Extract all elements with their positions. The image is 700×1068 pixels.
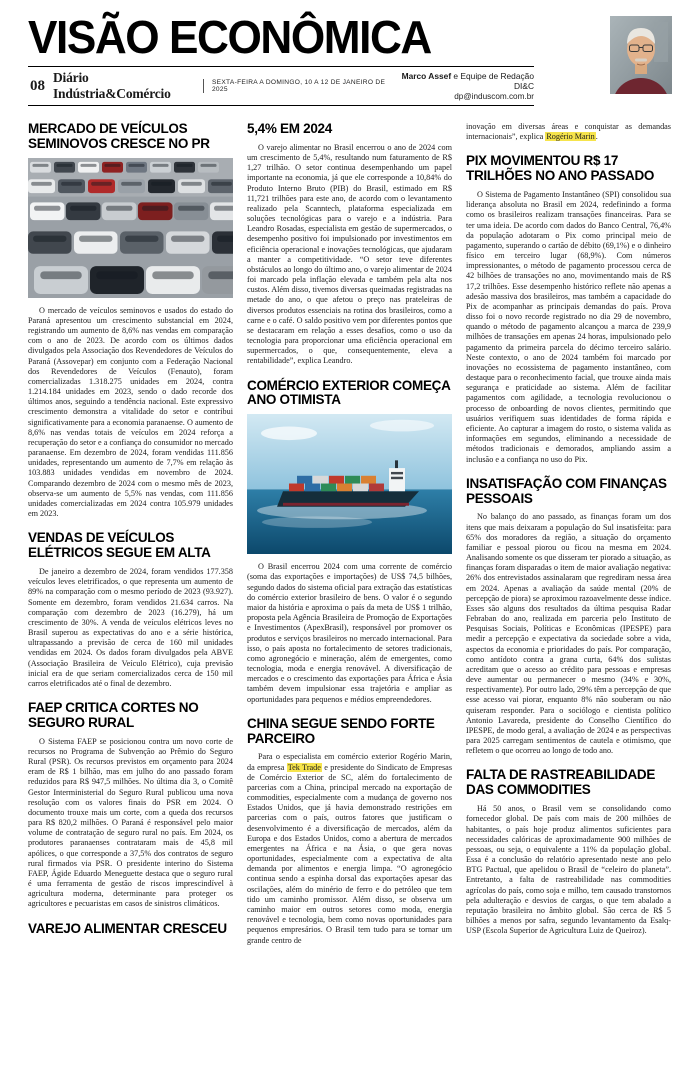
page-number: 08 (30, 77, 45, 94)
used-cars-photo (28, 158, 233, 298)
article-body-varejo: O varejo alimentar no Brasil encerrou o ano de 2024 com um crescimento de 5,4%, resultando num faturamento de R$ 1,27 trilhão. O setor continua desempenhando um papel importante na economia, já que ele corresponde a 10,84% do Produto Interno Bruto (PIB) do Brasil, estimado em R$ 11,721 trilhões para este ano, de acordo com o levantamento realizado pela Scanntech, plataforma especializada em soluções tecnológicas para o varejo e a indústria. Para Leandro Rosadas, especialista em gestão de supermercados, o desempenho positivo foi impulsionado por investimentos em eficiência operacional e inovações tecnológicas, que ajudaram a manter a competitividade. “O setor teve diferentes obstáculos ao longo do último ano, o varejo alimentar de 2024 foi marcado pela inflação elevada e também pela alta nos custos. Além disso, tivemos diversas queimadas registradas na metade do ano, o que afetou o preço nas prateleiras de diversos produtos essenciais na rotina dos brasileiros, como a carne e o café. O saldo positivo vem por diferentes pontos que se destacaram em relação a esses desafios, como o uso da tecnologia para proporcionar uma eficiência operacional em supermercados, o que, consequentemente, eleva a rentabilidade”, explica Leandro. (247, 142, 452, 366)
byline-block (394, 71, 534, 101)
article-china (247, 717, 452, 946)
article-body-seminovos: O mercado de veículos seminovos e usados do estado do Paraná apresentou um crescimento substancial em 2024, registrando um aumento de 8,6% nas vendas em comparação com o ano de 2023. De acordo com os últimos dados divulgados pela Associação dos Revendedores de Veículos do Paraná (Assovepar) em conjunto com a Federação Nacional dos Revendedores de Veículos (Fenauto), foram comercializadas 1.318.275 unidades em 2024, contra 1.214.184 unidades em 2023, sendo o dado recorde dos últimos anos, seguindo a tendência nacional. Este expressivo crescimento demonstra a vitalidade do setor e contribui significativamente para a economia paranaense. O aumento de 8,6% nas vendas totais de veículos em 2024 reforça a recuperação do setor e a confiança do consumidor no mercado paranaense. Em dezembro de 2024, foram vendidas 111.856 unidades, representando um aumento de 7,7% em relação às 103.883 unidades vendidas em novembro de 2024. Comparando dezembro de 2024 com o mesmo mês de 2023, observa-se um aumento de 5,5% nas vendas, com 111.856 unidades comercializadas em 2024 contra 105.979 unidades em 2023. (28, 305, 233, 519)
container-ship-graphic (247, 414, 452, 554)
article-varejo-head (28, 922, 233, 937)
article-comercio-exterior (247, 379, 452, 705)
date-line: SEXTA-FEIRA A DOMINGO, 10 A 12 DE JANEIRO DE 2025 (203, 79, 386, 93)
headline-faep: FAEP CRITICA CORTES NO SEGURO RURAL (28, 700, 199, 730)
china-continuation-paragraph (466, 122, 671, 142)
column-1 (28, 122, 233, 948)
china-text-post: e presidente do Sindicato de Empresas de Comércio Exterior de SC, além do fortalecimento de parcerias com a China, principal mercado na exportação de commodities, especialmente com a mudança de governo nos Estados Unidos, que já havia demonstrado restrições em parcerias com o país, outros fatores que justificam o desenvolvimento é a diversificação de mercados, além da Europa e dos Estados Unidos, como a abertura de mercados emergentes na África e na Ásia, o que gera novas oportunidades, especialmente com a expectativa de alta demanda por alimentos e energia limpa. “O agronegócio continua sendo a espinha dorsal das exportações apesar das oscilações, além do minério de ferro e do petróleo que tem tido um caminho promissor. Além disso, se observa um caminho maior em outros setores como moda, energia renovável e tecnologia, bem como novas oportunidades para pequenos empresários. O Brasil tem tudo para se tornar um grande centro de (247, 762, 453, 945)
article-body-pix: O Sistema de Pagamento Instantâneo (SPI) consolidou sua liderança absoluta no Brasil em 2024, redefinindo a forma como os brasileiros realizam transações financeiras. Para se ter uma ideia. De acordo com dados do Banco Central, 76,4% da população adotaram o Pix como principal meio de pagamento, superando o cartão de débito (69,1%) e o dinheiro físico em terceiro lugar (68,9%). Com números impressionantes, o método de pagamento processou cerca de 42 bilhões de transações no ano, movimentando mais de R$ 17,2 trilhões. Esse desempenho histórico reflete não apenas a adesão massiva dos brasileiros, mas também a capacidade do Pix de acompanhar as principais demandas do país. Prova disso foi o novo recorde registrado no dia 29 de novembro, quando o método de pagamento alcançou a marca de 239,9 milhões de transações em apenas 24 horas, impulsionado pelo pagamento da primeira parcela do décimo terceiro salário. Neste contexto, o ano de 2024 também foi marcado por inovações no ecossistema de pagamento instantâneo, com destaque para o reconhecimento facial, que trouxe ainda mais segurança e praticidade ao sistema. Além de facilitar pagamentos com agilidade, a tecnologia revolucionou o processo de onboarding de novos clientes, permitindo que usuários verifiquem suas identidades de forma rápida e eficiente. Ao capturar a imagem do rosto, o sistema valida as informações em segundos, eliminando a necessidade de métodos tradicionais e demorados, ampliando assim a inclusão e a confiança no uso do Pix. (466, 190, 671, 464)
info-bar (28, 66, 534, 106)
headline-china: CHINA SEGUE SENDO FORTE PARCEIRO (247, 715, 435, 746)
continuation-text-post: . (595, 132, 598, 142)
article-body-faep: O Sistema FAEP se posicionou contra um novo corte de recursos no Programa de Subvenção ao Prêmio do Seguro Rural (PSR). Os recursos previstos em orçamento para 2024 eram de R$ 1 bilhão, mas em julho do ano passado foram reduzidos para R$ 947,5 milhões. No última dia 3, o Comitê Gestor Interministerial do Seguro Rural publicou uma nova resolução com os valores finais do PSR em 2024. O documento trouxe mais um corte, com a queda dos recursos para R$ 820,2 milhões. O Paraná é responsável pelo maior volume de contratação de seguro rural no país. Em 2024, os produtores paranaenses contrataram mais de 45,8 mil apólices, o que corresponde a 37,5% dos contratos de seguro rural firmados via PSR. O presidente interino do Sistema FAEP, Ágide Eduardo Meneguette destaca que o seguro rural é uma ferramenta de gestão de riscos imprescindível à agricultura moderna, determinante para proteger os agricultores e pecuaristas em casos de sinistros climáticos. (28, 736, 233, 909)
article-rastreabilidade (466, 768, 671, 936)
continuation-text-pre: inovação em diversas áreas e conquistar as demandas internacionais”, explica (466, 122, 671, 142)
column-3 (466, 122, 671, 948)
headline-eletricos: VENDAS DE VEÍCULOS ELÉTRICOS SEGUE EM ALTA (28, 530, 211, 561)
byline-author: Marco Assef (401, 71, 452, 81)
article-body-comercio: O Brasil encerrou 2024 com uma corrente de comércio (soma das exportações e importações) de US$ 74,5 bilhões, segundo dados do sistema oficial para extração das estatísticas do comércio exterior brasileiro de bens. O valor é o segundo maior da história e aproxima o país da meta de US$ 1 trilhão, proposta pela Agência Brasileira de Promoção de Exportações e Investimentos (ApexBrasil), responsável por promover os produtos e serviços brasileiros no mercado internacional. Para isso, o país aposta no fortalecimento de setores tradicionais, como agronegócio e mineração, além de emergentes, como tecnologia, moda e energia renovável. A diversificação de mercados e o crescimento das exportações para África e Ásia também devem impulsionar essa trajetória e ampliar as oportunidades para pequenos e médios empreendedores. (247, 562, 452, 704)
byline (394, 71, 534, 91)
article-body-financas: No balanço do ano passado, as finanças foram um dos itens que mais deixaram a população do Sul insatisfeita: para 65% dos moradores da região, a situação do orçamento familiar e pessoal piorou ou ficou na mesma em 2024. Analisando somente os que disseram ter piorado a situação, as finanças foram disparadas o item de maior avaliação negativa: 26% dos entrevistados assinalaram que regrediram nessa área em 2024. Apenas a avaliação da saúde mental (20% de percepção de piora) se aproximou razoavelmente desse índice. Esses são alguns dos resultados da última pesquisa Radar Febraban do ano, realizada em parceria pelo Instituto de Pesquisas Sociais, Políticas e Econômicas (IPESPE) para medir a percepção e expectativa da sociedade sobre a vida, aspectos da economia e prioridades do país. Por comparação, como antídoto contra a grana curta, 64% dos sulistas acreditam que o acesso ao crédito para pessoas e empresas deve aumentar ou permanecer o mesmo (34% e 30%, respectivamente). Por outro lado, 29% têm a percepção de que esse acesso vai piorar, enquanto 8% não souberam ou não quiseram responder. Para o sociólogo e cientista político Antonio Lavareda, presidente do Conselho Científico do IPESPE, de modo geral, a avaliação de 2024 e as perspectivas para 2025 carregam sentimentos de cautela e otimismo, que refletem o que ocorreu ao longo de todo ano. (466, 512, 671, 756)
page-title: VISÃO ECONÔMICA (28, 11, 431, 63)
contact-email: dp@induscom.com.br (454, 92, 534, 101)
masthead (28, 11, 610, 106)
paper-name: Diário Indústria&Comércio (53, 70, 171, 101)
container-ship-photo (247, 414, 452, 554)
byline-team: e Equipe de Redação DI&C (451, 71, 534, 91)
headline-varejo-2024: 5,4% EM 2024 (247, 121, 332, 136)
headline-varejo: VAREJO ALIMENTAR CRESCEU (28, 920, 227, 936)
used-cars-graphic (28, 158, 233, 298)
highlight-tek-trade: Tek Trade (287, 762, 321, 772)
columnist-portrait-photo (610, 16, 672, 94)
article-faep (28, 701, 233, 910)
headline-rastreabilidade: FALTA DE RASTREABILIDADE DAS COMMODITIES (466, 767, 656, 798)
headline-pix: PIX MOVIMENTOU R$ 17 TRILHÕES NO ANO PASSADO (466, 153, 655, 184)
headline-seminovos: MERCADO DE VEÍCULOS SEMINOVOS CRESCE NO PR (28, 121, 210, 151)
article-body-china (247, 752, 452, 945)
headline-financas: INSATISFAÇÃO COM FINANÇAS PESSOAIS (466, 475, 667, 506)
article-china-continuation (466, 122, 671, 142)
article-body-eletricos: De janeiro a dezembro de 2024, foram vendidos 177.358 veículos leves eletrificados, o que representa um aumento de 89% na comparação com o mesmo período de 2023 (93.927). Somente em dezembro, foram vendidos 21.634 carros. Na comparação com dezembro de 2023 (16.279), há um crescimento de 30%. A venda de veículos elétricos leves no Brasil superou as expectativas do ano e a série histórica, ultrapassando a previsão de cerca de 160 mil unidades vendidas em 2024. Os dados foram divulgados pela ABVE (Associação Brasileira de Veículo Elétrico), cuja previsão inicial era de que seriam comercializados cerca de 150 mil carros eletrificados até o final de dezembro. (28, 566, 233, 688)
article-financas (466, 477, 671, 757)
column-2 (247, 122, 452, 948)
article-body-rastreabilidade: Há 50 anos, o Brasil vem se consolidando como fornecedor global. De país com mais de 200 milhões de habitantes, o país hoje produz alimentos suficientes para necessidades calóricas de aproximadamente 900 milhões de pessoas, ou seja, o equivalente a 11% da população global. Essa é a conclusão do relatório apresentado neste ano pelo BTG Pactual, que apelidou o Brasil de “celeiro do planeta”. Entretanto, a falta de rastreabilidade nas commodities agrícolas do país, como soja e milho, tem causado transtornos pela adulteração e desvios de cargas, o que tem abalado a reputação brasileira no âmbito global. São cerca de R$ 5 bilhões a menos por safra, segundo levantamento da Esalq-USP (Escola Superior de Agricultura Luiz de Queiroz). (466, 804, 671, 936)
article-varejo-cont (247, 122, 452, 367)
china-text-pre: Para o especialista em comércio exterior Rogério Marin, da empresa (247, 752, 452, 772)
article-eletricos (28, 531, 233, 689)
highlight-rogerio-marin: Rogério Marin (546, 132, 595, 142)
article-seminovos (28, 122, 233, 519)
columnist-portrait-graphic (610, 16, 672, 94)
columns (28, 122, 672, 948)
headline-comercio: COMÉRCIO EXTERIOR COMEÇA ANO OTIMISTA (247, 377, 451, 408)
article-pix (466, 154, 671, 464)
